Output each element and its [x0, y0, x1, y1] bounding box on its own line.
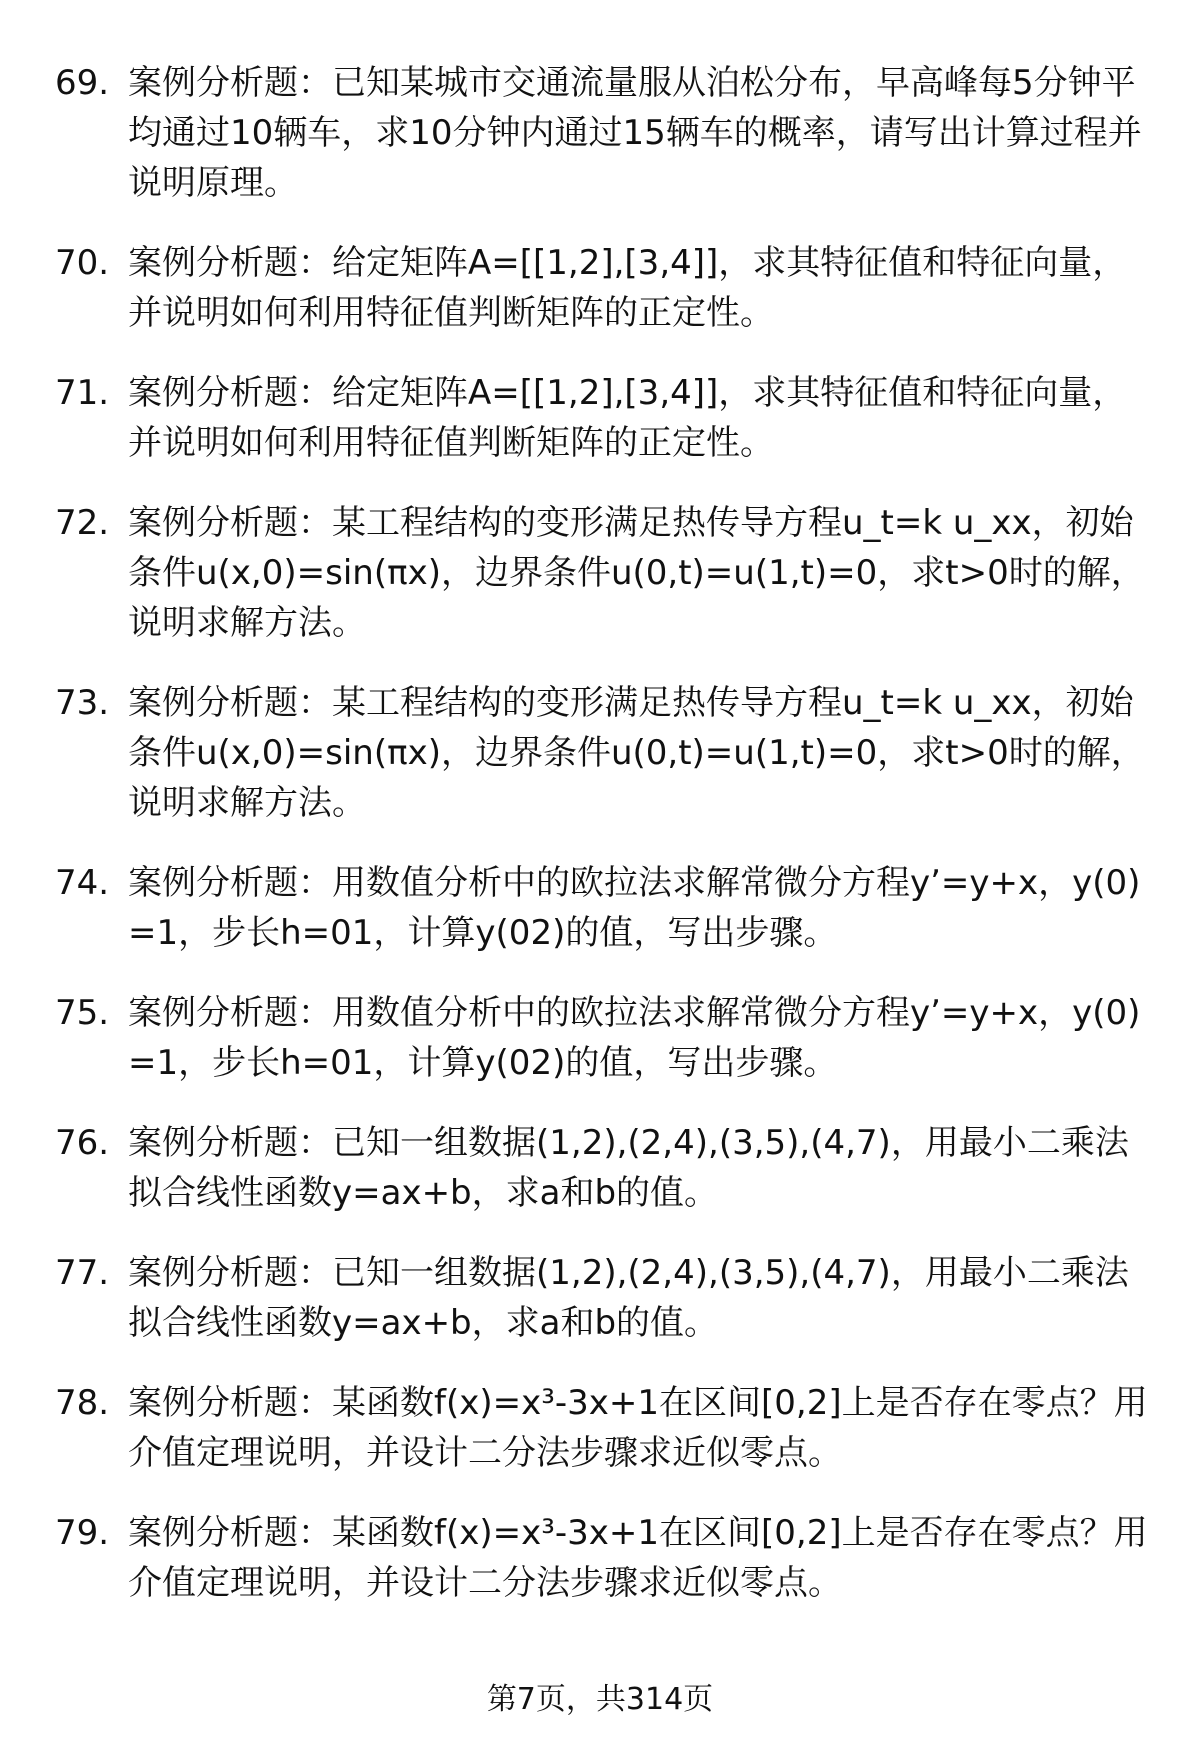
question-number: 78.: [55, 1383, 110, 1423]
question-text: 案例分析题：某工程结构的变形满足热传导方程u_t=k u_xx，初始条件u(x,0)=sin(πx)，边界条件u(0,t)=u(1,t)=0，求t>0时的解，说明求解方法。: [128, 683, 1145, 823]
question-number: 71.: [55, 373, 110, 413]
question-text: 案例分析题：某函数f(x)=x³-3x+1在区间[0,2]上是否存在零点？用介值定理说明，并设计二分法步骤求近似零点。: [128, 1513, 1148, 1603]
question-item: [0, 498, 1200, 648]
question-item: [0, 988, 1200, 1088]
question-text: 案例分析题：给定矩阵A=[[1,2],[3,4]]，求其特征值和特征向量，并说明如何利用特征值判断矩阵的正定性。: [128, 243, 1127, 333]
question-text: 案例分析题：已知一组数据(1,2),(2,4),(3,5),(4,7)，用最小二乘法拟合线性函数y=ax+b，求a和b的值。: [128, 1123, 1129, 1213]
question-item: [0, 238, 1200, 338]
question-text: 案例分析题：用数值分析中的欧拉法求解常微分方程y’=y+x，y(0)=1，步长h=01，计算y(02)的值，写出步骤。: [128, 993, 1141, 1083]
question-number: 70.: [55, 243, 110, 283]
question-text: 案例分析题：某函数f(x)=x³-3x+1在区间[0,2]上是否存在零点？用介值定理说明，并设计二分法步骤求近似零点。: [128, 1383, 1148, 1473]
question-number: 75.: [55, 993, 110, 1033]
question-text: 案例分析题：用数值分析中的欧拉法求解常微分方程y’=y+x，y(0)=1，步长h=01，计算y(02)的值，写出步骤。: [128, 863, 1141, 953]
question-text: 案例分析题：某工程结构的变形满足热传导方程u_t=k u_xx，初始条件u(x,0)=sin(πx)，边界条件u(0,t)=u(1,t)=0，求t>0时的解，说明求解方法。: [128, 503, 1145, 643]
question-number: 72.: [55, 503, 110, 543]
question-item: [0, 1118, 1200, 1218]
question-number: 77.: [55, 1253, 110, 1293]
question-number: 74.: [55, 863, 110, 903]
question-number: 73.: [55, 683, 110, 723]
question-number: 76.: [55, 1123, 110, 1163]
question-text: 案例分析题：给定矩阵A=[[1,2],[3,4]]，求其特征值和特征向量，并说明如何利用特征值判断矩阵的正定性。: [128, 373, 1127, 463]
question-item: [0, 1508, 1200, 1608]
question-item: [0, 368, 1200, 468]
page-number-label: 第7页，共314页: [486, 1682, 714, 1717]
question-item: [0, 1378, 1200, 1478]
question-text: 案例分析题：已知某城市交通流量服从泊松分布，早高峰每5分钟平均通过10辆车，求10分钟内通过15辆车的概率，请写出计算过程并说明原理。: [128, 63, 1142, 203]
question-item: [0, 58, 1200, 208]
question-item: [0, 858, 1200, 958]
question-item: [0, 1248, 1200, 1348]
question-list: [0, 58, 1200, 1638]
question-number: 69.: [55, 63, 110, 103]
question-item: [0, 678, 1200, 828]
page-footer: [0, 1680, 1200, 1720]
question-text: 案例分析题：已知一组数据(1,2),(2,4),(3,5),(4,7)，用最小二乘法拟合线性函数y=ax+b，求a和b的值。: [128, 1253, 1129, 1343]
question-number: 79.: [55, 1513, 110, 1553]
